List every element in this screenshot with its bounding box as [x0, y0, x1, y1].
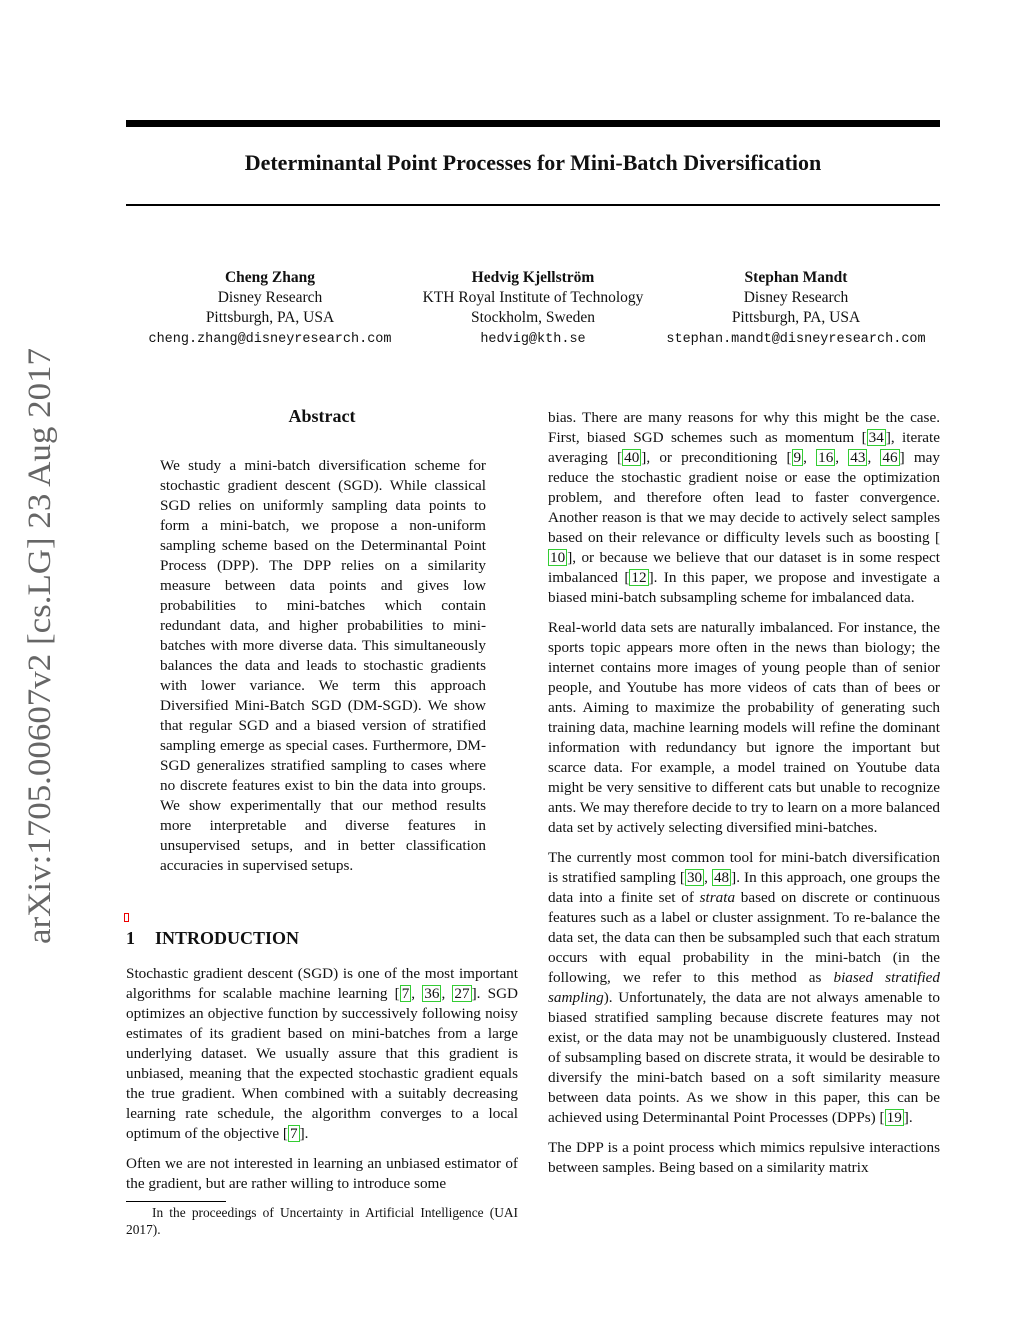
citation-link[interactable]: 19	[886, 1109, 902, 1126]
author-location: Pittsburgh, PA, USA	[731, 309, 861, 326]
title-rule-top	[126, 120, 940, 127]
abstract-heading: Abstract	[288, 406, 356, 426]
arxiv-identifier[interactable]: arXiv:1705.00607v2 [cs.LG] 23 Aug 2017	[22, 381, 58, 944]
author-location: Stockholm, Sweden	[471, 309, 595, 326]
paper-title: Determinantal Point Processes for Mini-Batch Diversification	[244, 150, 822, 175]
citation-link[interactable]: 34	[868, 429, 884, 446]
citation-link[interactable]: 36	[424, 985, 440, 1002]
emphasis-strata: strata	[699, 889, 736, 906]
author-email[interactable]: cheng.zhang@disneyresearch.com	[148, 332, 392, 347]
footnote: In the proceedings of Uncertainty in Artificial Intelligence (UAI 2017).	[126, 1205, 518, 1237]
arxiv-sidebar	[20, 348, 60, 944]
citation-link[interactable]: 30	[686, 869, 703, 886]
citation-link[interactable]: 10	[550, 549, 566, 566]
citation-link[interactable]: 16	[818, 449, 834, 466]
citation-link[interactable]: 9	[793, 449, 802, 466]
abstract-text: We study a mini-batch diversification scheme for stochastic gradient descent (SGD). While classical SGD relies on uniformly sampling data points to form a mini-batch, we propose a non-uniform sampling scheme based on the Determinantal Point Process (DPP). The DPP relies on a similarity measure between data points and gives low probabilities to mini-batches which contain redundant data, and higher probabilities to mini-batches with more diverse data. This simultaneously balances the data and leads to stochastic gradients with lower variance. We term this approach Diversified Mini-Batch SGD (DM-SGD). We show that regular SGD and a biased version of stratified sampling emerge as special cases. Furthermore, DM-SGD generalizes stratified sampling to cases where no discrete features exist to bin the data into groups. We show experimentally that our method results more interpretable and diverse features in unsupervised setups, and in better classification accuracies in supervised setups.	[160, 457, 486, 874]
section-anchor-marker[interactable]	[124, 913, 129, 922]
author-location: Pittsburgh, PA, USA	[205, 309, 335, 326]
title-rule-bottom	[126, 204, 940, 206]
intro-paragraph-5: The currently most common tool for mini-batch diversification is stratified sampling [ 30 , 48 ]. In this approach, one groups the data into a finite set of strata based on discrete or continuous features such as a label or cluster assignment. To re-balance the data set, the data can then be subsampled such that each stratum occurs with equal probability in the mini-batch (in the following, we refer to this method as biased stratified sampling). Unfortunately, the data are not always amenable to biased stratified sampling because discrete features may not exist, or the data may not be unambiguously clustered. Instead of subsampling based on discrete strata, it would be desirable to diversify the mini-batch based on a soft similarity measure between data points. As we show in this paper, this can be achieved using Determinantal Point Processes (DPPs) [ 19 ].	[548, 849, 941, 1126]
author-block-3	[646, 268, 946, 350]
citation-link[interactable]: 7	[401, 985, 410, 1002]
author-name: Hedvig Kjellström	[471, 269, 595, 286]
left-column-body	[126, 964, 518, 1204]
author-affiliation: KTH Royal Institute of Technology	[422, 289, 644, 306]
author-block-2	[383, 268, 683, 350]
footnote-rule	[126, 1201, 226, 1202]
author-email[interactable]: hedvig@kth.se	[480, 332, 586, 347]
citation-link[interactable]: 46	[882, 449, 898, 466]
author-email[interactable]: stephan.mandt@disneyresearch.com	[666, 332, 926, 347]
right-column-body	[548, 408, 940, 1188]
section-title: INTRODUCTION	[155, 928, 300, 948]
author-block-1	[120, 268, 420, 350]
intro-paragraph-2: Often we are not interested in learning an unbiased estimator of the gradient, but are rather willing to introduce some	[126, 1155, 518, 1192]
author-affiliation: Disney Research	[743, 289, 849, 306]
citation-link[interactable]: 27	[454, 985, 470, 1002]
intro-paragraph-4: Real-world data sets are naturally imbalanced. For instance, the sports topic appears more often in the news than biology; the internet contains more images of young people than of senior people, and Youtube has more videos of cats than of bees or ants. Aiming to maximize the probability of generating such training data, machine learning models will refine the dominant information with redundancy but ignore the important but scarce data. For example, a model trained on Youtube data might be very sensitive to different cats but unable to recognize ants. We may therefore decide to try to learn on a more balanced data set by actively selecting diversified mini-batches.	[548, 619, 940, 836]
citation-link[interactable]: 7	[289, 1125, 298, 1142]
citation-link[interactable]: 43	[850, 449, 866, 466]
emphasis-biased-stratified-sampling: biased stratified sampling	[548, 969, 941, 1006]
section-number: 1	[126, 928, 135, 948]
citation-link[interactable]: 48	[713, 869, 730, 886]
intro-paragraph-6: The DPP is a point process which mimics repulsive interactions between samples. Being based on a similarity matrix	[548, 1139, 940, 1176]
author-name: Stephan Mandt	[744, 269, 848, 286]
author-affiliation: Disney Research	[217, 289, 323, 306]
intro-paragraph-3: bias. There are many reasons for why this might be the case. First, biased SGD schemes such as momentum [ 34 ], iterate averaging [ 40 ], or preconditioning [ 9 , 16 , 43 , 46 ] may reduce the stochastic gradient noise or ease the optimization problem, and therefore often lead to faster convergence. Another reason is that we may decide to actively select samples based on their relevance or difficulty levels such as boosting [10 ], or because we believe that our dataset is in some respect imbalanced [ 12 ]. In this paper, we propose and investigate a biased mini-batch subsampling scheme for imbalanced data.	[548, 409, 940, 606]
intro-paragraph-1: Stochastic gradient descent (SGD) is one of the most important algorithms for scalable machine learning [ 7 , 36 , 27 ]. SGD optimizes an objective function by successively following noisy estimates of its gradient based on mini-batches from a large underlying dataset. We usually assure that this gradient is unbiased, meaning that the expected stochastic gradient equals the true gradient. When combined with a suitably decreasing learning rate schedule, the algorithm converges to a local optimum of the objective [ 7 ].	[126, 965, 518, 1142]
author-name: Cheng Zhang	[224, 269, 316, 286]
citation-link[interactable]: 40	[624, 449, 640, 466]
section-heading-introduction	[126, 928, 299, 949]
citation-link[interactable]: 12	[631, 569, 647, 586]
